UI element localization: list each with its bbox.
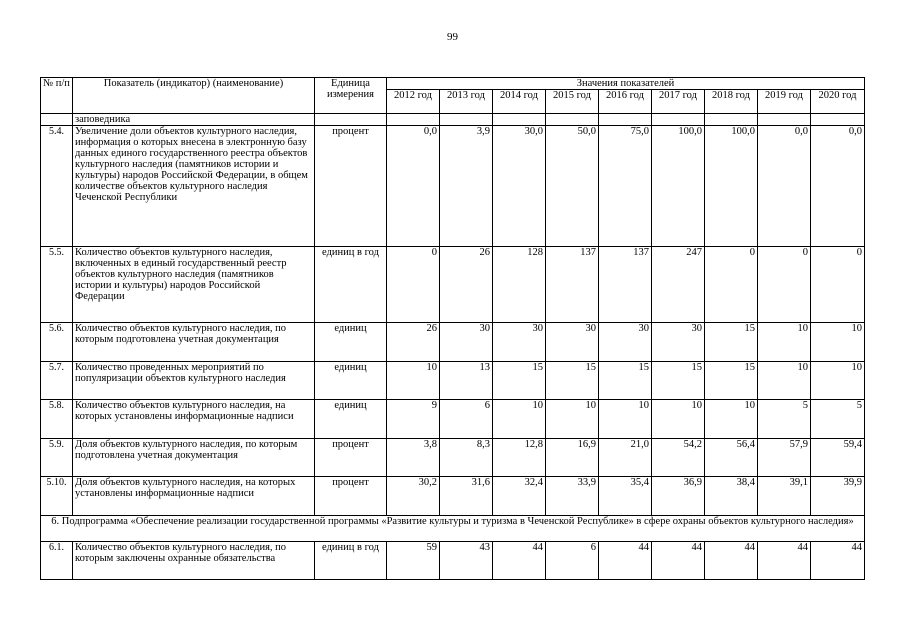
value-cell: 10 <box>811 323 865 362</box>
value-cell: 100,0 <box>705 126 758 247</box>
value-cell: 26 <box>440 247 493 323</box>
value-cell: 30 <box>440 323 493 362</box>
value-cell: 30,0 <box>493 126 546 247</box>
value-cell: 6 <box>546 542 599 580</box>
table-row <box>41 362 865 400</box>
row-number: 5.6. <box>41 323 73 362</box>
value-cell: 30 <box>599 323 652 362</box>
row-number: 5.7. <box>41 362 73 400</box>
unit-cell: процент <box>315 439 387 477</box>
indicator-name: Количество объектов культурного наследия, по которым заключены охранные обязательства <box>73 542 315 580</box>
header-num: № п/п <box>41 78 73 114</box>
value-cell: 39,9 <box>811 477 865 516</box>
value-cell: 0 <box>811 247 865 323</box>
value-cell: 30 <box>493 323 546 362</box>
value-cell: 35,4 <box>599 477 652 516</box>
header-year: 2017 год <box>652 90 705 114</box>
value-cell: 36,9 <box>652 477 705 516</box>
value-cell: 56,4 <box>705 439 758 477</box>
header-unit: Единица измерения <box>315 78 387 114</box>
value-cell: 44 <box>493 542 546 580</box>
value-cell: 31,6 <box>440 477 493 516</box>
value-cell: 15 <box>546 362 599 400</box>
row-number: 5.10. <box>41 477 73 516</box>
value-cell: 44 <box>705 542 758 580</box>
value-cell: 15 <box>705 362 758 400</box>
unit-cell: единиц в год <box>315 542 387 580</box>
table-row <box>41 400 865 439</box>
value-cell: 26 <box>387 323 440 362</box>
value-cell: 0,0 <box>811 126 865 247</box>
header-year: 2015 год <box>546 90 599 114</box>
indicator-name: Количество проведенных мероприятий по популяризации объектов культурного наследия <box>73 362 315 400</box>
header-year: 2014 год <box>493 90 546 114</box>
header-year: 2018 год <box>705 90 758 114</box>
value-cell: 39,1 <box>758 477 811 516</box>
table-row <box>41 439 865 477</box>
value-cell: 128 <box>493 247 546 323</box>
row-number: 5.4. <box>41 126 73 247</box>
value-cell: 13 <box>440 362 493 400</box>
value-cell: 16,9 <box>546 439 599 477</box>
value-cell: 100,0 <box>652 126 705 247</box>
indicator-name: Количество объектов культурного наследия, на которых установлены информационные надписи <box>73 400 315 439</box>
value-cell: 44 <box>652 542 705 580</box>
header-year: 2013 год <box>440 90 493 114</box>
value-cell: 6 <box>440 400 493 439</box>
indicator-name: Доля объектов культурного наследия, на которых установлены информационные надписи <box>73 477 315 516</box>
value-cell: 57,9 <box>758 439 811 477</box>
unit-cell: единиц <box>315 400 387 439</box>
value-cell: 137 <box>599 247 652 323</box>
value-cell: 30 <box>652 323 705 362</box>
value-cell: 3,8 <box>387 439 440 477</box>
value-cell: 10 <box>493 400 546 439</box>
table-row <box>41 126 865 247</box>
value-cell: 10 <box>546 400 599 439</box>
continuation-text: заповедника <box>73 114 315 126</box>
value-cell: 10 <box>652 400 705 439</box>
value-cell: 75,0 <box>599 126 652 247</box>
table-row <box>41 323 865 362</box>
value-cell: 0,0 <box>758 126 811 247</box>
indicator-name: Доля объектов культурного наследия, по которым подготовлена учетная документация <box>73 439 315 477</box>
value-cell: 30,2 <box>387 477 440 516</box>
table-row <box>41 477 865 516</box>
value-cell: 247 <box>652 247 705 323</box>
value-cell: 9 <box>387 400 440 439</box>
value-cell: 10 <box>387 362 440 400</box>
value-cell: 15 <box>705 323 758 362</box>
indicators-table <box>40 77 865 580</box>
value-cell: 38,4 <box>705 477 758 516</box>
value-cell: 44 <box>758 542 811 580</box>
header-indicator: Показатель (индикатор) (наименование) <box>73 78 315 114</box>
row-number: 5.8. <box>41 400 73 439</box>
value-cell: 0 <box>758 247 811 323</box>
table-row <box>41 247 865 323</box>
value-cell: 43 <box>440 542 493 580</box>
value-cell: 0,0 <box>387 126 440 247</box>
value-cell: 10 <box>705 400 758 439</box>
value-cell: 3,9 <box>440 126 493 247</box>
header-year: 2019 год <box>758 90 811 114</box>
row-number: 5.5. <box>41 247 73 323</box>
value-cell: 0 <box>705 247 758 323</box>
value-cell: 15 <box>493 362 546 400</box>
value-cell: 8,3 <box>440 439 493 477</box>
page-number: 99 <box>447 31 458 43</box>
unit-cell: единиц <box>315 362 387 400</box>
table-row <box>41 542 865 580</box>
value-cell: 33,9 <box>546 477 599 516</box>
unit-cell: единиц <box>315 323 387 362</box>
subprogram-title: 6. Подпрограмма «Обеспечение реализации государственной программы «Развитие культуры и туризма в Чеченской Республике» в сфере охраны объектов культурного наследия» <box>41 516 865 542</box>
value-cell: 10 <box>758 323 811 362</box>
indicator-name: Увеличение доли объектов культурного наследия, информация о которых внесена в электронную базу данных единого государственного реестра объектов культурного наследия (памятников истории и культуры) народов Российской Федерации, в общем количестве объектов культурного наследия Чеченской Республики <box>73 126 315 247</box>
header-year: 2020 год <box>811 90 865 114</box>
value-cell: 15 <box>652 362 705 400</box>
value-cell: 54,2 <box>652 439 705 477</box>
header-values: Значения показателей <box>387 78 865 90</box>
value-cell: 59 <box>387 542 440 580</box>
value-cell: 21,0 <box>599 439 652 477</box>
row-number: 5.9. <box>41 439 73 477</box>
value-cell: 30 <box>546 323 599 362</box>
value-cell: 15 <box>599 362 652 400</box>
value-cell: 44 <box>599 542 652 580</box>
indicator-name: Количество объектов культурного наследия, по которым подготовлена учетная документация <box>73 323 315 362</box>
value-cell: 59,4 <box>811 439 865 477</box>
value-cell: 12,8 <box>493 439 546 477</box>
value-cell: 5 <box>758 400 811 439</box>
unit-cell: процент <box>315 126 387 247</box>
value-cell: 137 <box>546 247 599 323</box>
value-cell: 10 <box>811 362 865 400</box>
value-cell: 5 <box>811 400 865 439</box>
unit-cell: процент <box>315 477 387 516</box>
value-cell: 50,0 <box>546 126 599 247</box>
header-year: 2012 год <box>387 90 440 114</box>
indicator-name: Количество объектов культурного наследия, включенных в единый государственный реестр объектов культурного наследия (памятников истории и культуры) народов Российской Федерации <box>73 247 315 323</box>
row-number: 6.1. <box>41 542 73 580</box>
header-year: 2016 год <box>599 90 652 114</box>
value-cell: 10 <box>758 362 811 400</box>
value-cell: 44 <box>811 542 865 580</box>
unit-cell: единиц в год <box>315 247 387 323</box>
value-cell: 32,4 <box>493 477 546 516</box>
value-cell: 0 <box>387 247 440 323</box>
value-cell: 10 <box>599 400 652 439</box>
